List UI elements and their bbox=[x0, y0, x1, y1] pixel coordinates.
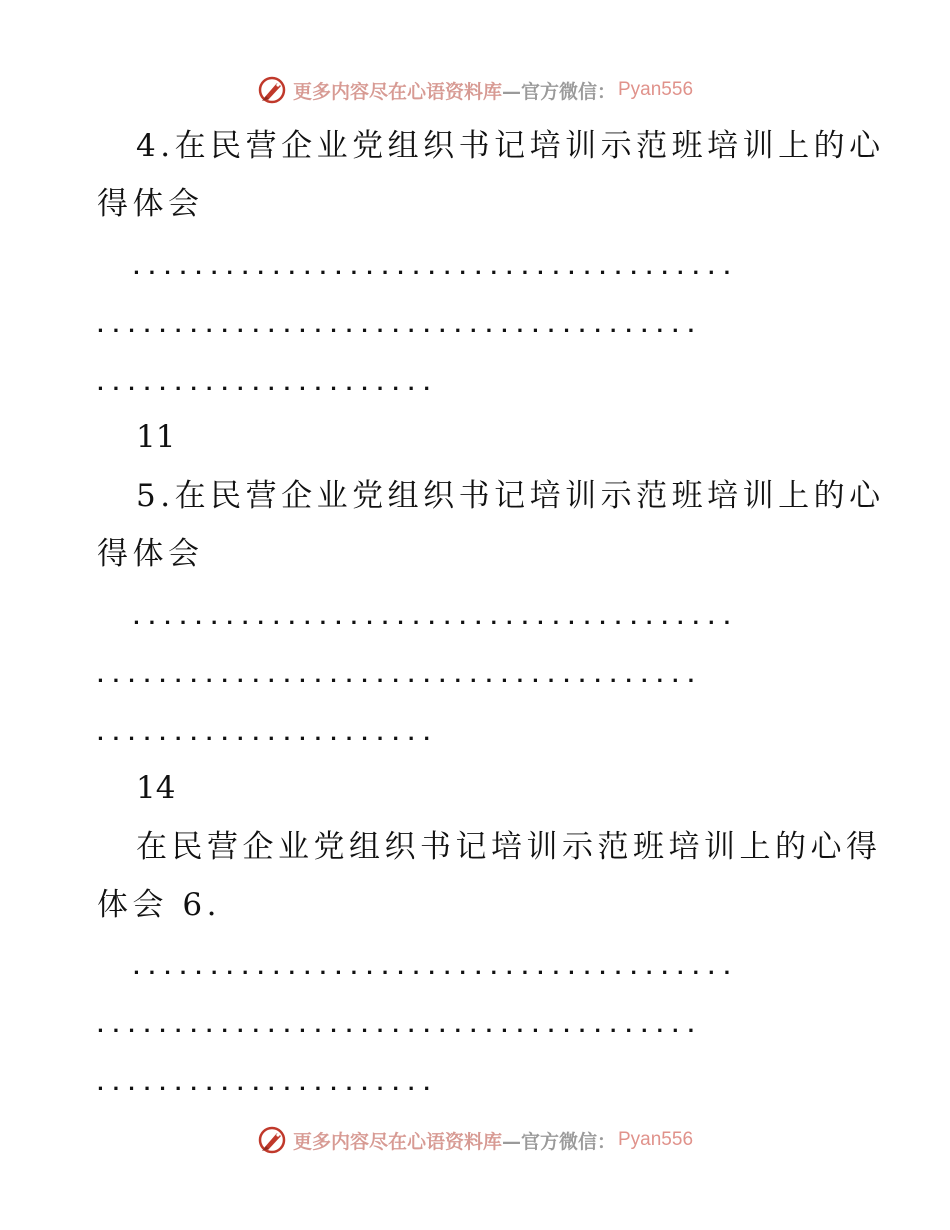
toc-page-number: 11 bbox=[136, 419, 176, 455]
pen-logo-icon bbox=[257, 1125, 287, 1155]
toc-leader-dots: ...................... bbox=[97, 1074, 439, 1095]
toc-page-number: 14 bbox=[136, 770, 176, 806]
footer-separator: —官方微信： bbox=[501, 1130, 616, 1153]
pen-logo-icon bbox=[257, 75, 287, 105]
toc-leader-dots: ....................................... bbox=[133, 958, 739, 979]
toc-entry-title-line1: 5.在民营企业党组织书记培训示范班培训上的心 bbox=[136, 478, 885, 514]
toc-leader-dots: ....................................... bbox=[133, 258, 739, 279]
toc-leader-dots: ....................................... bbox=[97, 1016, 703, 1037]
footer-wechat-id: Pyan556 bbox=[618, 1129, 694, 1150]
header-site-name: 更多内容尽在心语资料库 bbox=[292, 80, 502, 103]
footer-site-name: 更多内容尽在心语资料库 bbox=[292, 1130, 502, 1153]
toc-entry-title-line2: 得体会 bbox=[97, 536, 204, 572]
toc-entry-title-line1: 4.在民营企业党组织书记培训示范班培训上的心 bbox=[136, 128, 885, 164]
toc-entry-title-line2: 得体会 bbox=[97, 186, 204, 222]
toc-entry-title-line2: 体会 6. bbox=[97, 887, 221, 923]
header-wechat-id: Pyan556 bbox=[618, 79, 694, 100]
toc-leader-dots: ...................... bbox=[97, 724, 439, 745]
toc-leader-dots: ...................... bbox=[97, 374, 439, 395]
toc-leader-dots: ....................................... bbox=[97, 666, 703, 687]
header-separator: —官方微信： bbox=[501, 80, 616, 103]
toc-leader-dots: ....................................... bbox=[133, 608, 739, 629]
footer-banner bbox=[0, 1120, 950, 1160]
header-banner bbox=[0, 70, 950, 110]
toc-entry-title-line1: 在民营企业党组织书记培训示范班培训上的心得 bbox=[136, 829, 882, 865]
toc-leader-dots: ....................................... bbox=[97, 316, 703, 337]
